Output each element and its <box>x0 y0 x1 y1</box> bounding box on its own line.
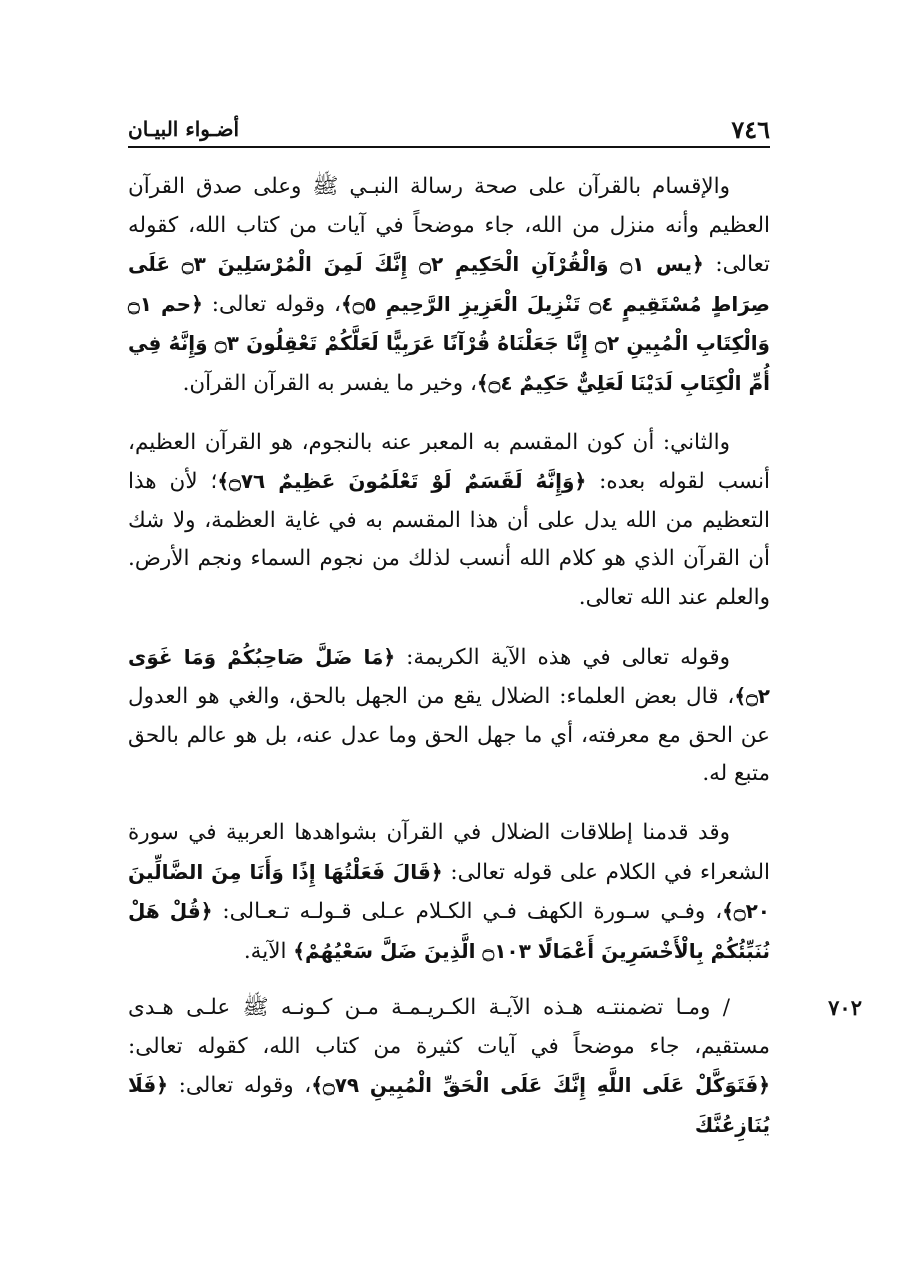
text-segment: والإقسام بالقرآن على صحة رسالة النبـي ﷺ وعلى صدق القرآن العظيم وأنه منزل من الله، جاء موضحاً في آيات من كتاب الله، كقوله تعالى: <box>128 174 770 278</box>
text-segment: ، وقوله تعالى: <box>168 1073 312 1099</box>
quran-verse: ﴿يس ۝١ وَالْقُرْآنِ الْحَكِيمِ ۝٢ إِنَّكَ لَمِنَ الْمُرْسَلِينَ ۝٣ عَلَى صِرَاطٍ مُسْتَقِيمٍ ۝٤ تَنْزِيلَ الْعَزِيزِ الرَّحِيمِ ۝٥﴾ <box>128 252 770 316</box>
text-segment: ، وخير ما يفسر به القرآن القرآن. <box>182 370 477 396</box>
quran-verse: ﴿حم ۝١ وَالْكِتَابِ الْمُبِينِ ۝٢ إِنَّا جَعَلْنَاهُ قُرْآنًا عَرَبِيًّا لَعَلَّكُمْ تَعْقِلُونَ ۝٣ وَإِنَّهُ فِي أُمِّ الْكِتَابِ لَدَيْنَا لَعَلِيٌّ حَكِيمٌ ۝٤﴾ <box>128 291 770 395</box>
text-segment: ، قال بعض العلماء: الضلال يقع من الجهل بالحق، والغي هو العدول عن الحق مع معرفته، أي ما جهل الحق وما عدل عنه، بل هو عالم بالحق متبع له. <box>128 684 770 787</box>
quran-verse: ﴿قَالَ فَعَلْتُهَا إِذًا وَأَنَا مِنَ الضَّالِّينَ ۝٢٠﴾ <box>128 859 770 924</box>
running-title: أضـواء البيـان <box>128 117 240 141</box>
quran-verse: ﴿فَتَوَكَّلْ عَلَى اللَّهِ إِنَّكَ عَلَى الْحَقِّ الْمُبِينِ ۝٧٩﴾ <box>311 1073 770 1098</box>
body-text <box>128 168 862 1166</box>
text-segment: وقد قدمنا إطلاقات الضلال في القرآن بشواهدها العربية في سورة الشعراء في الكلام على قوله تعالى: <box>128 819 770 885</box>
text-segment: وقوله تعالى في هذه الآية الكريمة: <box>395 644 730 670</box>
text-segment: ، وفـي سـورة الكهف فـي الكـلام عـلى قـولـه تـعـالى: <box>212 899 723 925</box>
text-segment: ؛ لأن هذا التعظيم من الله يدل على أن هذا المقسم به في غاية العظمة، ولا شك أن القرآن الذي هو كلام الله أنسب لذلك من نجوم السماء ونجم الأرض. والعلم عند الله تعالى. <box>128 469 770 610</box>
quran-verse: ﴿فَلَا يُنَازِعُنَّكَ <box>128 1073 770 1138</box>
paragraph-1 <box>128 168 770 404</box>
paragraph-2 <box>128 424 770 618</box>
paragraph-5 <box>128 989 770 1145</box>
book-page <box>128 0 862 1271</box>
quran-verse: ﴿وَإِنَّهُ لَقَسَمٌ لَوْ تَعْلَمُونَ عَظِيمٌ ۝٧٦﴾ <box>217 469 587 494</box>
paragraph-4 <box>128 814 770 971</box>
quran-verse: ﴿قُلْ هَلْ نُنَبِّئُكُمْ بِالْأَخْسَرِينَ أَعْمَالًا ۝١٠٣ الَّذِينَ ضَلَّ سَعْيُهُمْ﴾ <box>128 899 770 963</box>
quran-verse: ﴿مَا ضَلَّ صَاحِبُكُمْ وَمَا غَوَى ۝٢﴾ <box>128 644 770 709</box>
text-segment: ، وقوله تعالى: <box>202 291 341 317</box>
paragraph-5-wrapper <box>128 989 862 1145</box>
paragraph-3 <box>128 638 770 794</box>
text-segment: الآية. <box>243 938 294 964</box>
text-segment: والثاني: أن كون المقسم به المعبر عنه بالنجوم، هو القرآن العظيم، أنسب لقوله بعده: <box>128 429 771 495</box>
page-header <box>128 112 770 148</box>
page-number: ٧٤٦ <box>731 114 770 144</box>
text-segment: / ومـا تضمنتـه هـذه الآيـة الكـريـمـة مـن كـونـه ﷺ علـى هـدى مستقيم، جاء موضحاً في آيات كثيرة من كتاب الله، كقوله تعالى: <box>128 995 770 1059</box>
margin-page-reference: ٧٠٢ <box>828 995 862 1021</box>
